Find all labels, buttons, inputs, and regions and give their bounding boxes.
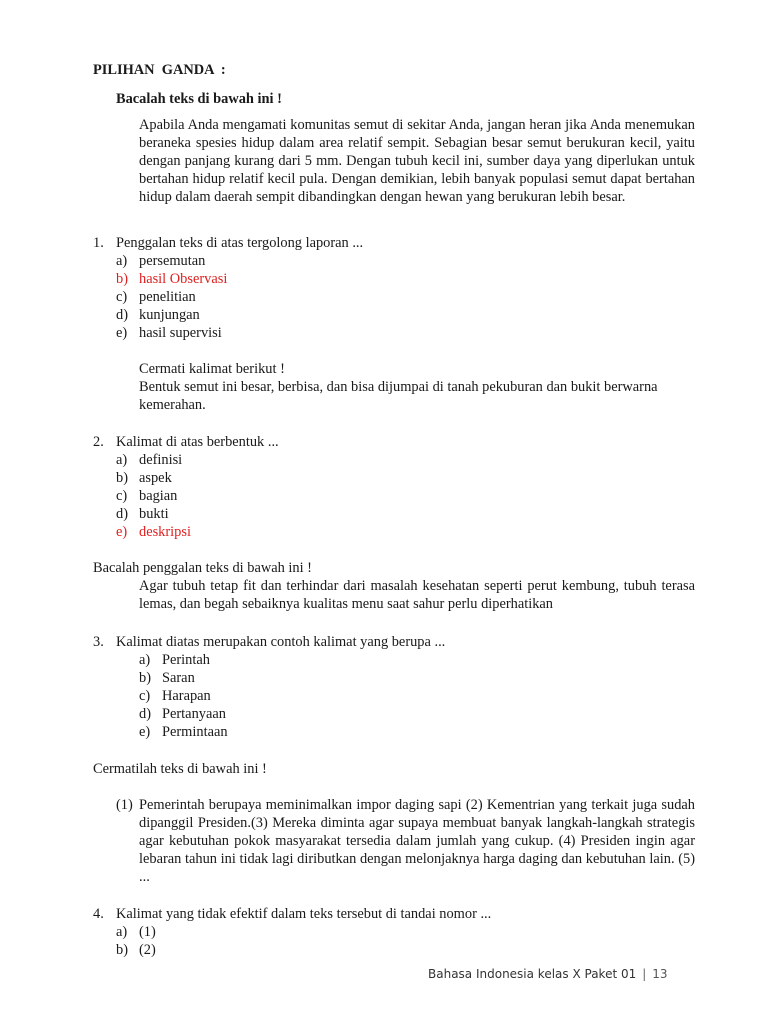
option-letter: d) xyxy=(139,706,151,722)
passage-1: Apabila Anda mengamati komunitas semut di sekitar Anda, jangan heran jika Anda menemukan beraneka spesies hidup dalam area relatif sempit. Sebagian besar semut berukuran kecil, yaitu dengan panjang kurang dari 5 mm. Dengan tubuh kecil ini, sumber daya yang diperlukan untuk bertahan hidup relatif kecil pula. Dengan demikian, lebih banyak populasi semut dapat bertahan hidup dalam daerah sempit dibandingkan dengan hewan yang berukuran lebih besar. xyxy=(139,117,695,205)
option-letter: c) xyxy=(139,688,151,704)
option-text: (2) xyxy=(139,942,156,958)
question-text: Kalimat yang tidak efektif dalam teks tersebut di tandai nomor ... xyxy=(116,906,492,922)
option-text: bagian xyxy=(139,488,178,504)
option-letter-answer: e) xyxy=(116,524,128,540)
passage-4: Pemerintah berupaya meminimalkan impor daging sapi (2) Kementrian yang terkait juga sudah dipanggil Presiden.(3) Mereka diminta agar supaya membuat banyak langkah-langkah strategis agar kebutuhan pokok masyarakat tersedia dalam jumlah yang cukup. (4) Presiden ingin agar lebaran tahun ini tidak lagi diributkan dengan melonjaknya harga daging dan kebutuhan lain. (5) ... xyxy=(139,797,695,885)
passage-2: Bentuk semut ini besar, berbisa, dan bisa dijumpai di tanah pekuburan dan bukit berwarna kemerahan. xyxy=(139,379,658,413)
option-letter: b) xyxy=(116,942,128,958)
option-letter: b) xyxy=(116,470,128,486)
option-text: Harapan xyxy=(162,688,211,704)
option-letter: a) xyxy=(116,452,128,468)
option-text: hasil supervisi xyxy=(139,325,222,341)
question-number: 3. xyxy=(93,634,104,650)
footer-title: Bahasa Indonesia kelas X Paket 01 xyxy=(428,967,637,981)
footer-divider: | xyxy=(642,967,647,981)
option-letter: c) xyxy=(116,488,128,504)
question-number: 2. xyxy=(93,434,104,450)
option-text: penelitian xyxy=(139,289,196,305)
option-letter: a) xyxy=(116,924,128,940)
option-text: bukti xyxy=(139,506,169,522)
option-letter: e) xyxy=(116,325,128,341)
option-text: aspek xyxy=(139,470,172,486)
option-letter: b) xyxy=(139,670,151,686)
question-text: Kalimat diatas merupakan contoh kalimat yang berupa ... xyxy=(116,634,446,650)
instruction-2: Cermati kalimat berikut ! xyxy=(139,361,285,377)
option-text: Saran xyxy=(162,670,195,686)
instruction-4: Cermatilah teks di bawah ini ! xyxy=(93,761,267,777)
option-letter: d) xyxy=(116,506,128,522)
option-letter: d) xyxy=(116,307,128,323)
question-number: 4. xyxy=(93,906,104,922)
question-number: 1. xyxy=(93,235,104,251)
option-text: (1) xyxy=(139,924,156,940)
page-number: 13 xyxy=(652,967,668,981)
passage-3: Agar tubuh tetap fit dan terhindar dari masalah kesehatan seperti perut kembung, tubuh terasa lemas, dan begah sebaiknya kualitas menu saat sahur perlu diperhatikan xyxy=(139,578,695,612)
option-text-answer: deskripsi xyxy=(139,524,191,540)
question-text: Penggalan teks di atas tergolong laporan ... xyxy=(116,235,364,251)
instruction-3: Bacalah penggalan teks di bawah ini ! xyxy=(93,560,312,576)
option-letter: c) xyxy=(116,289,128,305)
option-text: Permintaan xyxy=(162,724,228,740)
option-text: Pertanyaan xyxy=(162,706,226,722)
option-letter: e) xyxy=(139,724,151,740)
option-text: kunjungan xyxy=(139,307,200,323)
passage-4-marker: (1) xyxy=(116,797,133,813)
section-title: PILIHAN GANDA : xyxy=(93,62,226,78)
option-text-answer: hasil Observasi xyxy=(139,271,228,287)
question-text: Kalimat di atas berbentuk ... xyxy=(116,434,279,450)
option-letter: a) xyxy=(139,652,151,668)
page-footer xyxy=(428,966,668,982)
option-letter-answer: b) xyxy=(116,271,128,287)
option-letter: a) xyxy=(116,253,128,269)
option-text: persemutan xyxy=(139,253,206,269)
option-text: definisi xyxy=(139,452,183,468)
option-text: Perintah xyxy=(162,652,210,668)
instruction-1: Bacalah teks di bawah ini ! xyxy=(116,91,282,107)
